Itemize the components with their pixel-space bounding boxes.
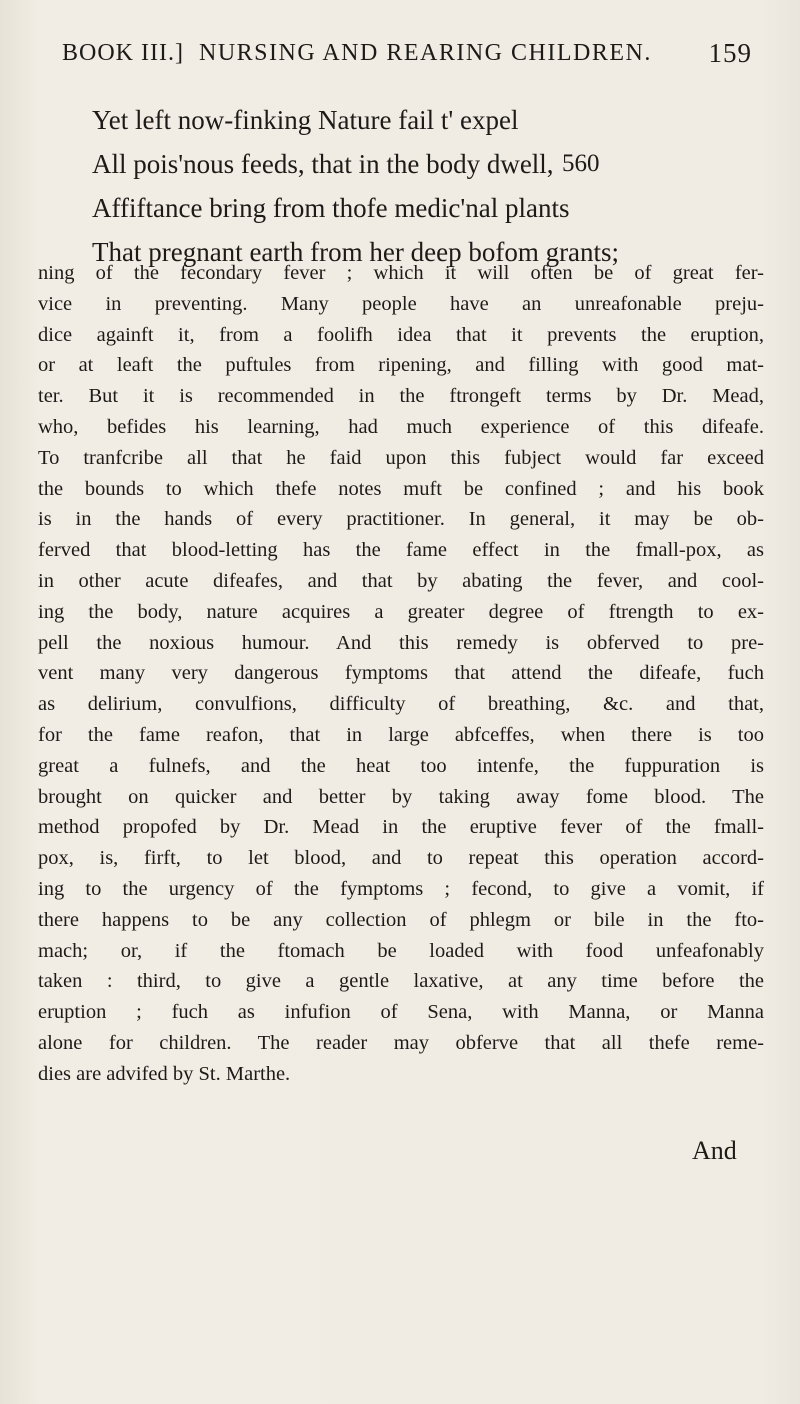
chapter-title: NURSING AND REARING CHILDREN. <box>198 40 652 66</box>
prose-line: pox, is, firft, to let blood, and to repeat this operation accord- <box>38 847 764 870</box>
prose-line: vent many very dangerous fymptoms that attend the difeafe, fuch <box>38 662 764 685</box>
prose-line: or at leaft the puftules from ripening, and filling with good mat- <box>38 354 764 377</box>
prose-line: ter. But it is recommended in the ftrongeft terms by Dr. Mead, <box>38 385 764 408</box>
prose-line: eruption ; fuch as infufion of Sena, with Manna, or Manna <box>38 1001 764 1024</box>
verse-text: Affiftance bring from thofe medic'nal plants <box>92 193 570 223</box>
verse-text: All pois'nous feeds, that in the body dwell, <box>92 149 554 179</box>
verse-line <box>92 142 732 186</box>
prose-line: ing the body, nature acquires a greater degree of ftrength to ex- <box>38 600 764 623</box>
prose-line: there happens to be any collection of phlegm or bile in the fto- <box>38 908 764 931</box>
prose-line: alone for children. The reader may obferve that all thefe reme- <box>38 1031 764 1054</box>
verse-line-number: 560 <box>562 150 600 177</box>
prose-line: as delirium, convulfions, difficulty of breathing, &c. and that, <box>38 693 764 716</box>
prose-line: ferved that blood-letting has the fame effect in the fmall-pox, as <box>38 539 764 562</box>
page-number: 159 <box>708 38 752 68</box>
prose-line: taken : third, to give a gentle laxative, at any time before the <box>38 970 764 993</box>
book-number: BOOK III.] <box>62 40 184 66</box>
prose-line: great a fulnefs, and the heat too intenfe, the fuppuration is <box>38 754 764 777</box>
running-head <box>62 40 752 80</box>
prose-line: pell the noxious humour. And this remedy is obferved to pre- <box>38 631 764 654</box>
prose-line: ning of the fecondary fever ; which it will often be of great fer- <box>38 262 764 284</box>
prose-line: mach; or, if the ftomach be loaded with food unfeafonably <box>38 939 764 962</box>
catchword: And <box>692 1136 737 1165</box>
verse-text: That pregnant earth from her deep bofom grants; <box>92 237 620 267</box>
prose-line: dies are advifed by St. Marthe. <box>38 1062 291 1085</box>
verse-text: Yet left now-finking Nature fail t' expel <box>92 105 519 135</box>
verse-block <box>92 98 732 274</box>
prose-line: for the fame reafon, that in large abfceffes, when there is too <box>38 723 764 746</box>
prose-line: method propofed by Dr. Mead in the eruptive fever of the fmall- <box>38 816 764 839</box>
prose-line: dice againft it, from a foolifh idea that it prevents the eruption, <box>38 323 764 346</box>
prose-line: is in the hands of every practitioner. In general, it may be ob- <box>38 508 764 531</box>
verse-line <box>92 98 732 142</box>
footnote-prose <box>38 258 764 1090</box>
prose-line: ing to the urgency of the fymptoms ; fecond, to give a vomit, if <box>38 877 764 900</box>
verse-line <box>92 186 732 230</box>
prose-line: who, befides his learning, had much experience of this difeafe. <box>38 415 764 438</box>
prose-line: in other acute difeafes, and that by abating the fever, and cool- <box>38 569 764 592</box>
prose-line: vice in preventing. Many people have an unreafonable preju- <box>38 292 764 315</box>
prose-line: the bounds to which thefe notes muft be confined ; and his book <box>38 477 764 500</box>
prose-line: brought on quicker and better by taking away fome blood. The <box>38 785 764 808</box>
prose-line: To tranfcribe all that he faid upon this fubject would far exceed <box>38 446 764 469</box>
